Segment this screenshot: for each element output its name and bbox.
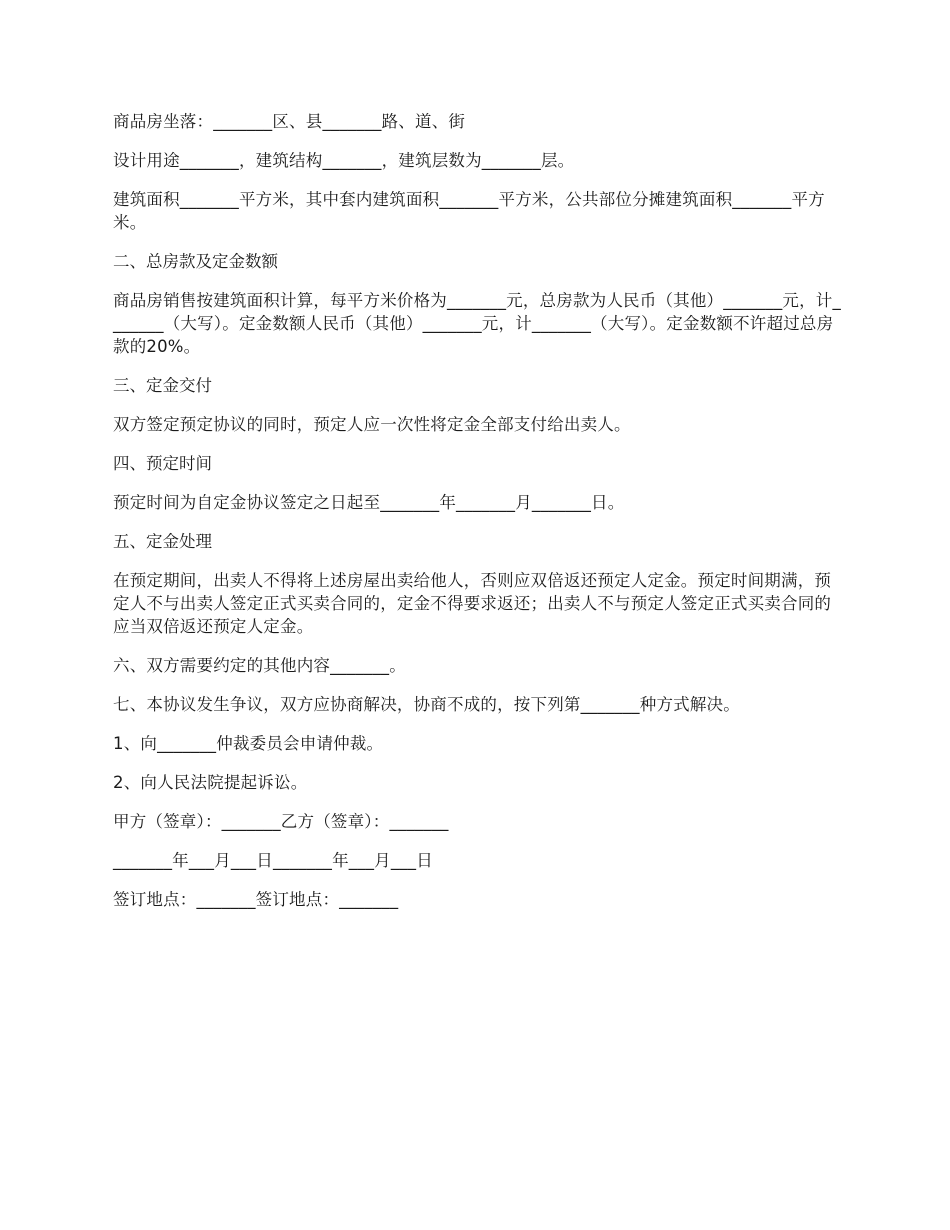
dispute-option-2: 2、向人民法院提起诉讼。 — [113, 773, 308, 792]
document-page — [113, 110, 841, 927]
building-area-line: 建筑面积_______平方米，其中套内建筑面积_______平方米，公共部位分摊建筑面积_______平方米。 — [113, 190, 825, 232]
section-3-body: 双方签定预定协议的同时，预定人应一次性将定金全部支付给出卖人。 — [113, 415, 631, 434]
section-2-body: 商品房销售按建筑面积计算，每平方米价格为_______元，总房款为人民币（其他）_______元，计_______（大写）。定金数额人民币（其他）_______元，计_______（大写）。定金数额不许超过总房款的20%。 — [113, 291, 841, 356]
section-7-line: 七、本协议发生争议，双方应协商解决，协商不成的，按下列第_______种方式解决。 — [113, 695, 740, 714]
date-line: _______年___月___日_______年___月___日 — [113, 851, 433, 870]
section-3-heading: 三、定金交付 — [113, 376, 212, 395]
section-5-heading: 五、定金处理 — [113, 532, 212, 551]
section-4-heading: 四、预定时间 — [113, 454, 212, 473]
section-6-line: 六、双方需要约定的其他内容_______。 — [113, 656, 406, 675]
dispute-option-1: 1、向_______仲裁委员会申请仲裁。 — [113, 734, 384, 753]
design-usage-line: 设计用途_______，建筑结构_______，建筑层数为_______层。 — [113, 151, 575, 170]
signature-line: 甲方（签章）：_______乙方（签章）：_______ — [113, 812, 449, 831]
section-4-body: 预定时间为自定金协议签定之日起至_______年_______月_______日。 — [113, 493, 625, 512]
property-location-line: 商品房坐落：_______区、县_______路、道、街 — [113, 112, 466, 131]
signing-place-line: 签订地点：_______签订地点：_______ — [113, 890, 399, 909]
section-2-heading: 二、总房款及定金数额 — [113, 252, 278, 271]
section-5-body: 在预定期间，出卖人不得将上述房屋出卖给他人，否则应双倍返还预定人定金。预定时间期满，预定人不与出卖人签定正式买卖合同的，定金不得要求返还；出卖人不与预定人签定正式买卖合同的应当双倍返还预定人定金。 — [113, 571, 832, 636]
